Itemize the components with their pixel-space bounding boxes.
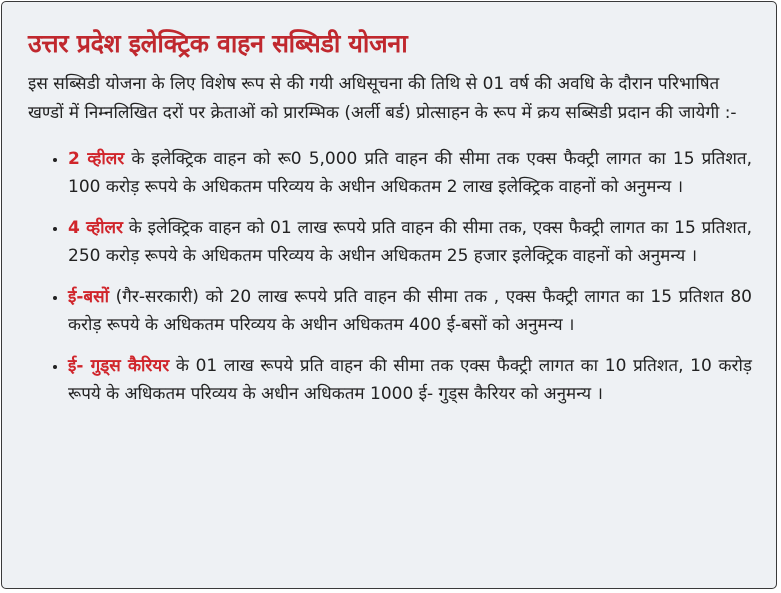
subsidy-info-card (1, 1, 777, 589)
item-highlight: 4 व्हीलर (68, 218, 123, 238)
subsidy-list (28, 145, 752, 408)
list-item-e-bus (68, 283, 752, 339)
intro-paragraph: इस सब्सिडी योजना के लिए विशेष रूप से की गयी अधिसूचना की तिथि से 01 वर्ष की अवधि के दौरान परिभाषित खण्डों में निम्नलिखित दरों पर क्रेताओं को प्रारम्भिक (अर्ली बर्ड) प्रोत्साहन के रूप में क्रय सब्सिडी प्रदान की जायेगी :- (28, 74, 737, 123)
item-highlight: 2 व्हीलर (68, 149, 125, 169)
list-item-4-wheeler (68, 214, 752, 270)
item-text: के 01 लाख रूपये प्रति वाहन की सीमा तक एक्स फैक्ट्री लागत का 10 प्रतिशत, 10 करोड़ रूपये के अधिकतम परिव्यय के अधीन अधिकतम 1000 ई- गुड्स कैरियर को अनुमन्य । (68, 356, 753, 404)
list-item-2-wheeler (68, 145, 752, 201)
list-item-e-goods-carrier (68, 352, 752, 408)
item-text: के इलेक्ट्रिक वाहन को 01 लाख रूपये प्रति वाहन की सीमा तक, एक्स फैक्ट्री लागत का 15 प्रतिशत, 250 करोड़ रूपये के अधिकतम परिव्यय के अधीन अधिकतम 25 हजार इलेक्ट्रिक वाहनों को अनुमन्य । (68, 218, 752, 266)
item-text: के इलेक्ट्रिक वाहन को रू0 5,000 प्रति वाहन की सीमा तक एक्स फैक्ट्री लागत का 15 प्रतिशत, 100 करोड़ रूपये के अधिकतम परिव्यय के अधीन अधिकतम 2 लाख इलेक्ट्रिक वाहनों को अनुमन्य । (68, 149, 753, 197)
item-highlight: ई- गुड्स कैरियर (68, 356, 170, 376)
item-highlight: ई-बसों (68, 287, 110, 307)
page-title: उत्तर प्रदेश इलेक्ट्रिक वाहन सब्सिडी योजना (28, 29, 408, 58)
item-text: (गैर-सरकारी) को 20 लाख रूपये प्रति वाहन की सीमा तक , एक्स फैक्ट्री लागत का 15 प्रतिशत 80 करोड़ रूपये के अधिकतम परिव्यय के अधीन अधिकतम 400 ई-बसों को अनुमन्य । (68, 287, 752, 335)
